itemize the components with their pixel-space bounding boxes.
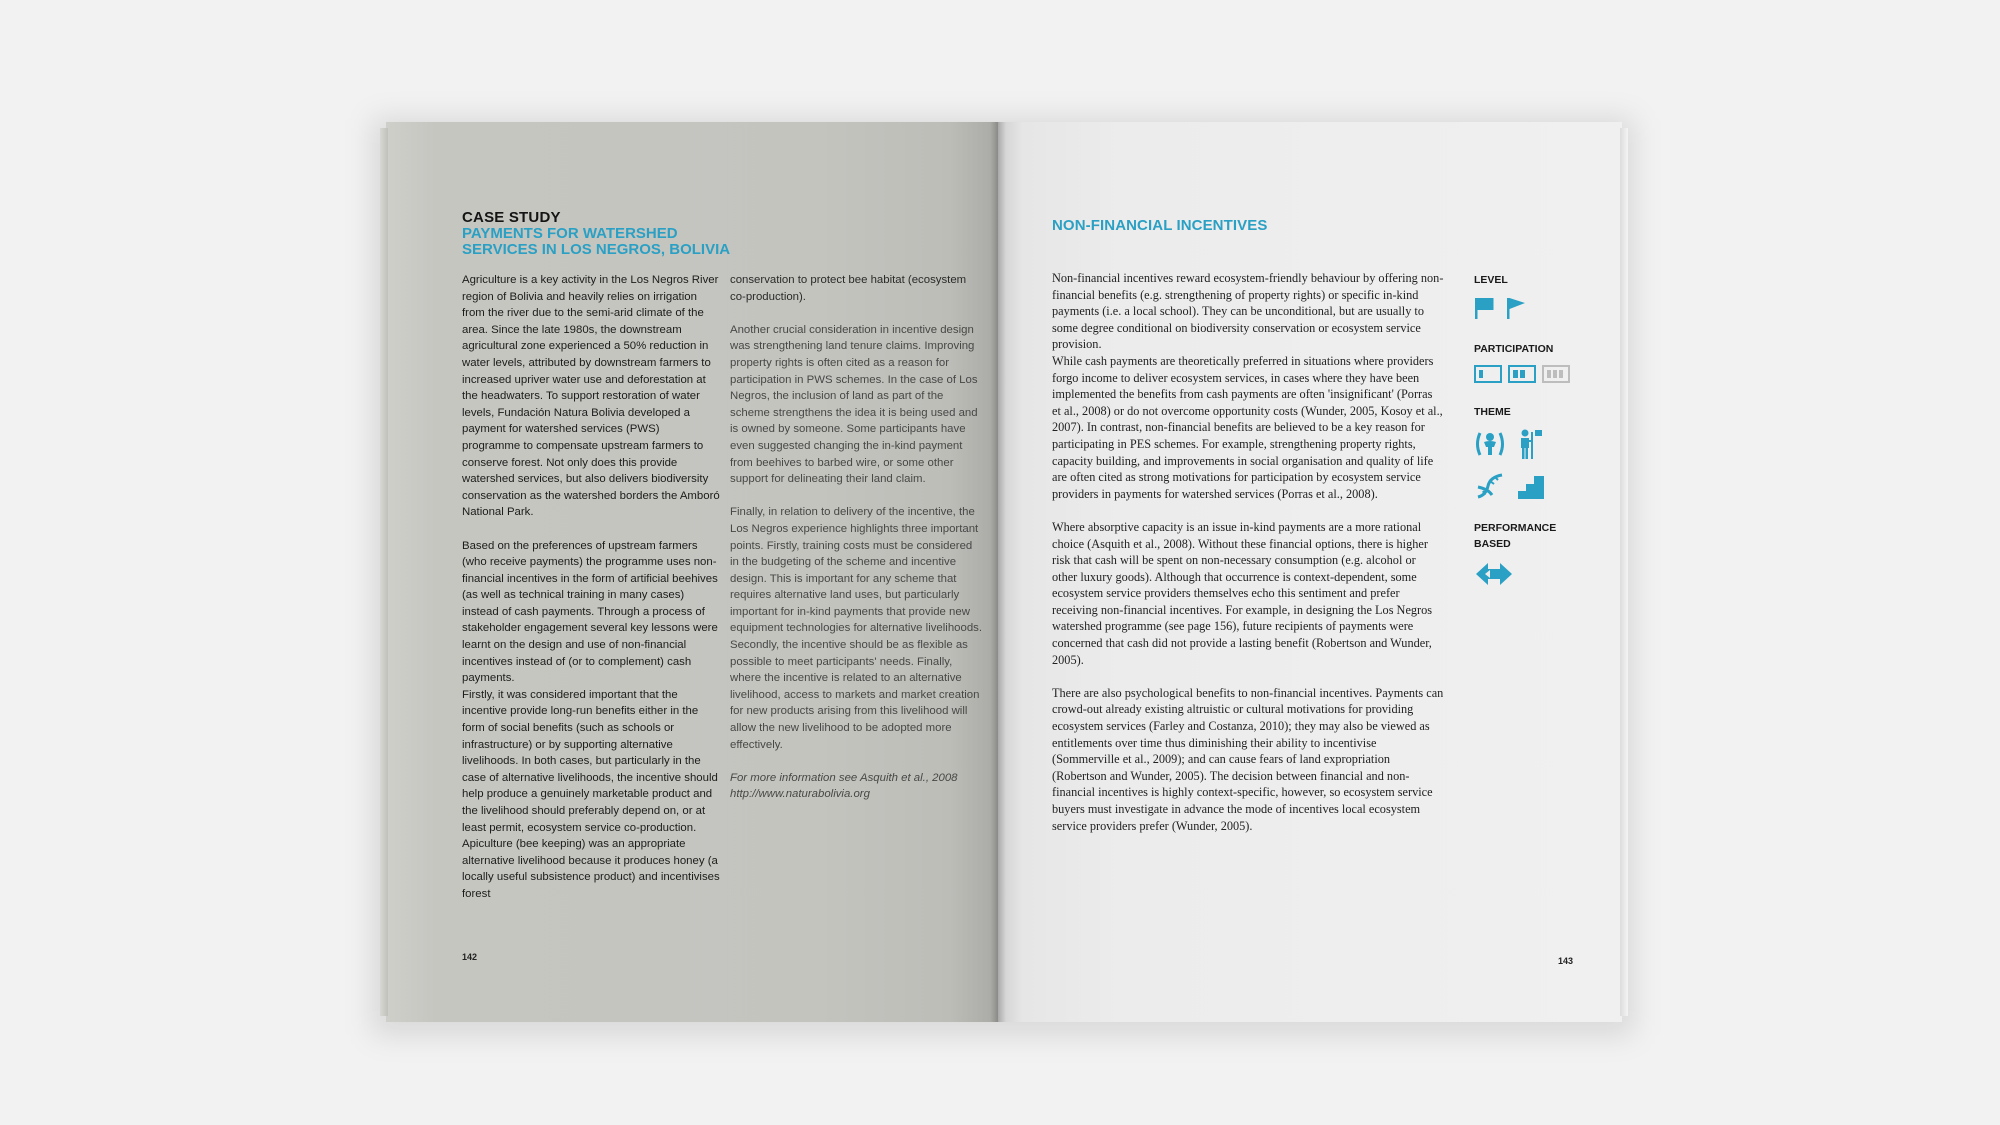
community-theme-icon	[1516, 428, 1544, 465]
right-body-text	[1052, 270, 1444, 851]
more-info-text: For more information see Asquith et al., 2008	[730, 771, 958, 784]
performance-heading: PERFORMANCE BASED	[1474, 522, 1557, 550]
participation-level-2-icon	[1508, 365, 1536, 388]
book-spread	[386, 122, 1622, 1022]
paragraph: Agriculture is a key activity in the Los Negros River region of Bolivia and heavily relies on irrigation from the river due to the semi-arid climate of the area. Since the late 1980s, the downstream agricultural zone experienced a 50% reduction in water levels, attributed by downstream farmers to increased upriver water use and deforestation at the headwaters. To support restoration of water levels, Fundación Natura Bolivia developed a payment for watershed services (PWS) programme to compensate upstream farmers to conserve forest. Not only does this provide watershed services, but also delivers biodiversity conservation as the watershed borders the Amboró National Park.	[462, 274, 720, 519]
level-heading: LEVEL	[1474, 274, 1508, 286]
level-icons	[1474, 296, 1584, 325]
theme-heading: THEME	[1474, 406, 1511, 418]
right-page-edge	[1620, 128, 1628, 1016]
flag-outline-icon	[1506, 296, 1528, 325]
left-column-2	[730, 272, 982, 803]
case-study-label: CASE STUDY	[462, 209, 561, 226]
stairs-theme-icon	[1516, 471, 1546, 506]
page-number-left: 142	[462, 952, 478, 962]
page-number-right: 143	[1558, 956, 1574, 966]
paragraph: Finally, in relation to delivery of the incentive, the Los Negros experience highlights three important points. Firstly, training costs must be considered in the budgeting of the scheme and incentive design. This is important for any scheme that requires alternative land uses, but particularly important for in-kind payments that provide new equipment technologies for alternative livelihoods. Secondly, the incentive should be as flexible as possible to meet participants' needs. Finally, where the incentive is related to an alternative livelihood, access to markets and market creation for new products arising from this livelihood will allow the new livelihood to be adopted more effectively.	[730, 506, 983, 751]
flag-filled-icon	[1474, 296, 1496, 325]
participation-level-1-icon	[1474, 365, 1502, 388]
paragraph: While cash payments are theoretically preferred in situations where providers forgo income to deliver ecosystem services, in cases where they have been implemented the benefits from cash payments are often 'insignificant' (Porras et al., 2008) or do not overcome opportunity costs (Wunder, 2005, Kosoy et al., 2007). In contrast, non-financial benefits are believed to be a key reason for participating in PES schemes. For example, strengthening property rights, capacity building, and improvements in social organisation and quality of life are often cited as strong motivations for participation by ecosystem service providers in payments for watershed services (Porras et al., 2008).	[1052, 353, 1443, 501]
paragraph: Non-financial incentives reward ecosystem-friendly behaviour by offering non-financial benefits (e.g. strengthening of property rights) or specific in-kind payments (i.e. a local school). They can be unconditional, but are usually to some degree conditional on biodiversity conservation or ecosystem service provision.	[1052, 271, 1444, 352]
left-page	[386, 122, 998, 1022]
theme-icons-row-2	[1474, 471, 1584, 506]
participation-heading: PARTICIPATION	[1474, 343, 1554, 355]
arrow-exchange-icon	[1474, 560, 1514, 593]
participation-level-3-icon	[1542, 365, 1570, 388]
dna-theme-icon	[1474, 471, 1506, 506]
left-column-1	[462, 272, 720, 919]
more-info-link[interactable]: http://www.naturabolivia.org	[730, 788, 870, 801]
paragraph: Firstly, it was considered important that the incentive provide long-run benefits either in the form of social benefits (such as schools or infrastructure) or by supporting alternative livelihoods. In both cases, but particularly in the case of alternative livelihoods, the incentive should help produce a genuinely marketable product and the livelihood should preferably depend on, or at least permit, ecosystem service co-production. Apiculture (bee keeping) was an appropriate alternative livelihood because it produces honey (a locally useful subsistence product) and incentivises forest	[462, 688, 720, 900]
left-page-edge	[380, 128, 388, 1016]
paragraph: conservation to protect bee habitat (ecosystem co-production).	[730, 274, 967, 303]
section-title: NON-FINANCIAL INCENTIVES	[1052, 217, 1268, 234]
theme-icons-row-1	[1474, 428, 1584, 465]
right-page	[998, 122, 1622, 1022]
paragraph: Another crucial consideration in incentive design was strengthening land tenure claims. Improving property rights is often cited as a reason for participation in PWS schemes. In the case of Los Negros, the inclusion of land as part of the scheme strengthens the idea it is being used and is owned by someone. Some participants have even suggested changing the in-kind payment from beehives to barbed wire, or some other support for delineating their land claim.	[730, 323, 978, 486]
paragraph: Where absorptive capacity is an issue in-kind payments are a more rational choice (Asquith et al., 2008). Without these financial options, there is higher risk that cash will be spent on non-necessary consumption (e.g. alcohol or other luxury goods). Although that occurrence is context-dependent, some ecosystem service providers themselves echo this sentiment and prefer receiving non-financial incentives. For example, in designing the Los Negros watershed programme (see page 156), future recipients of payments were concerned that cash did not provide a lasting benefit (Robertson and Wunder, 2005).	[1052, 519, 1433, 667]
participation-icons	[1474, 365, 1584, 388]
case-study-title: PAYMENTS FOR WATERSHED SERVICES IN LOS NEGROS, BOLIVIA	[462, 225, 731, 258]
people-theme-icon	[1474, 429, 1506, 464]
paragraph: Based on the preferences of upstream farmers (who receive payments) the programme uses non-financial incentives in the form of artificial beehives (as well as technical training in many cases) instead of cash payments. Through a process of stakeholder engagement several key lessons were learnt on the design and use of non-financial incentives instead of (or to complement) cash payments.	[462, 539, 718, 685]
paragraph: There are also psychological benefits to non-financial incentives. Payments can crowd-out already existing altruistic or cultural motivations for providing ecosystem services (Farley and Costanza, 2010); they may also be viewed as entitlements over time thus diminishing their ability to incentivise (Sommerville et al., 2009); and can cause fears of land expropriation (Robertson and Wunder, 2005). The decision between financial and non-financial incentives is highly context-specific, however, so ecosystem service buyers must investigate in advance the mode of incentives local ecosystem service providers prefer (Wunder, 2005).	[1052, 685, 1444, 833]
performance-icons	[1474, 560, 1584, 593]
book-gutter	[990, 122, 1006, 1022]
classification-sidebar	[1474, 272, 1584, 593]
